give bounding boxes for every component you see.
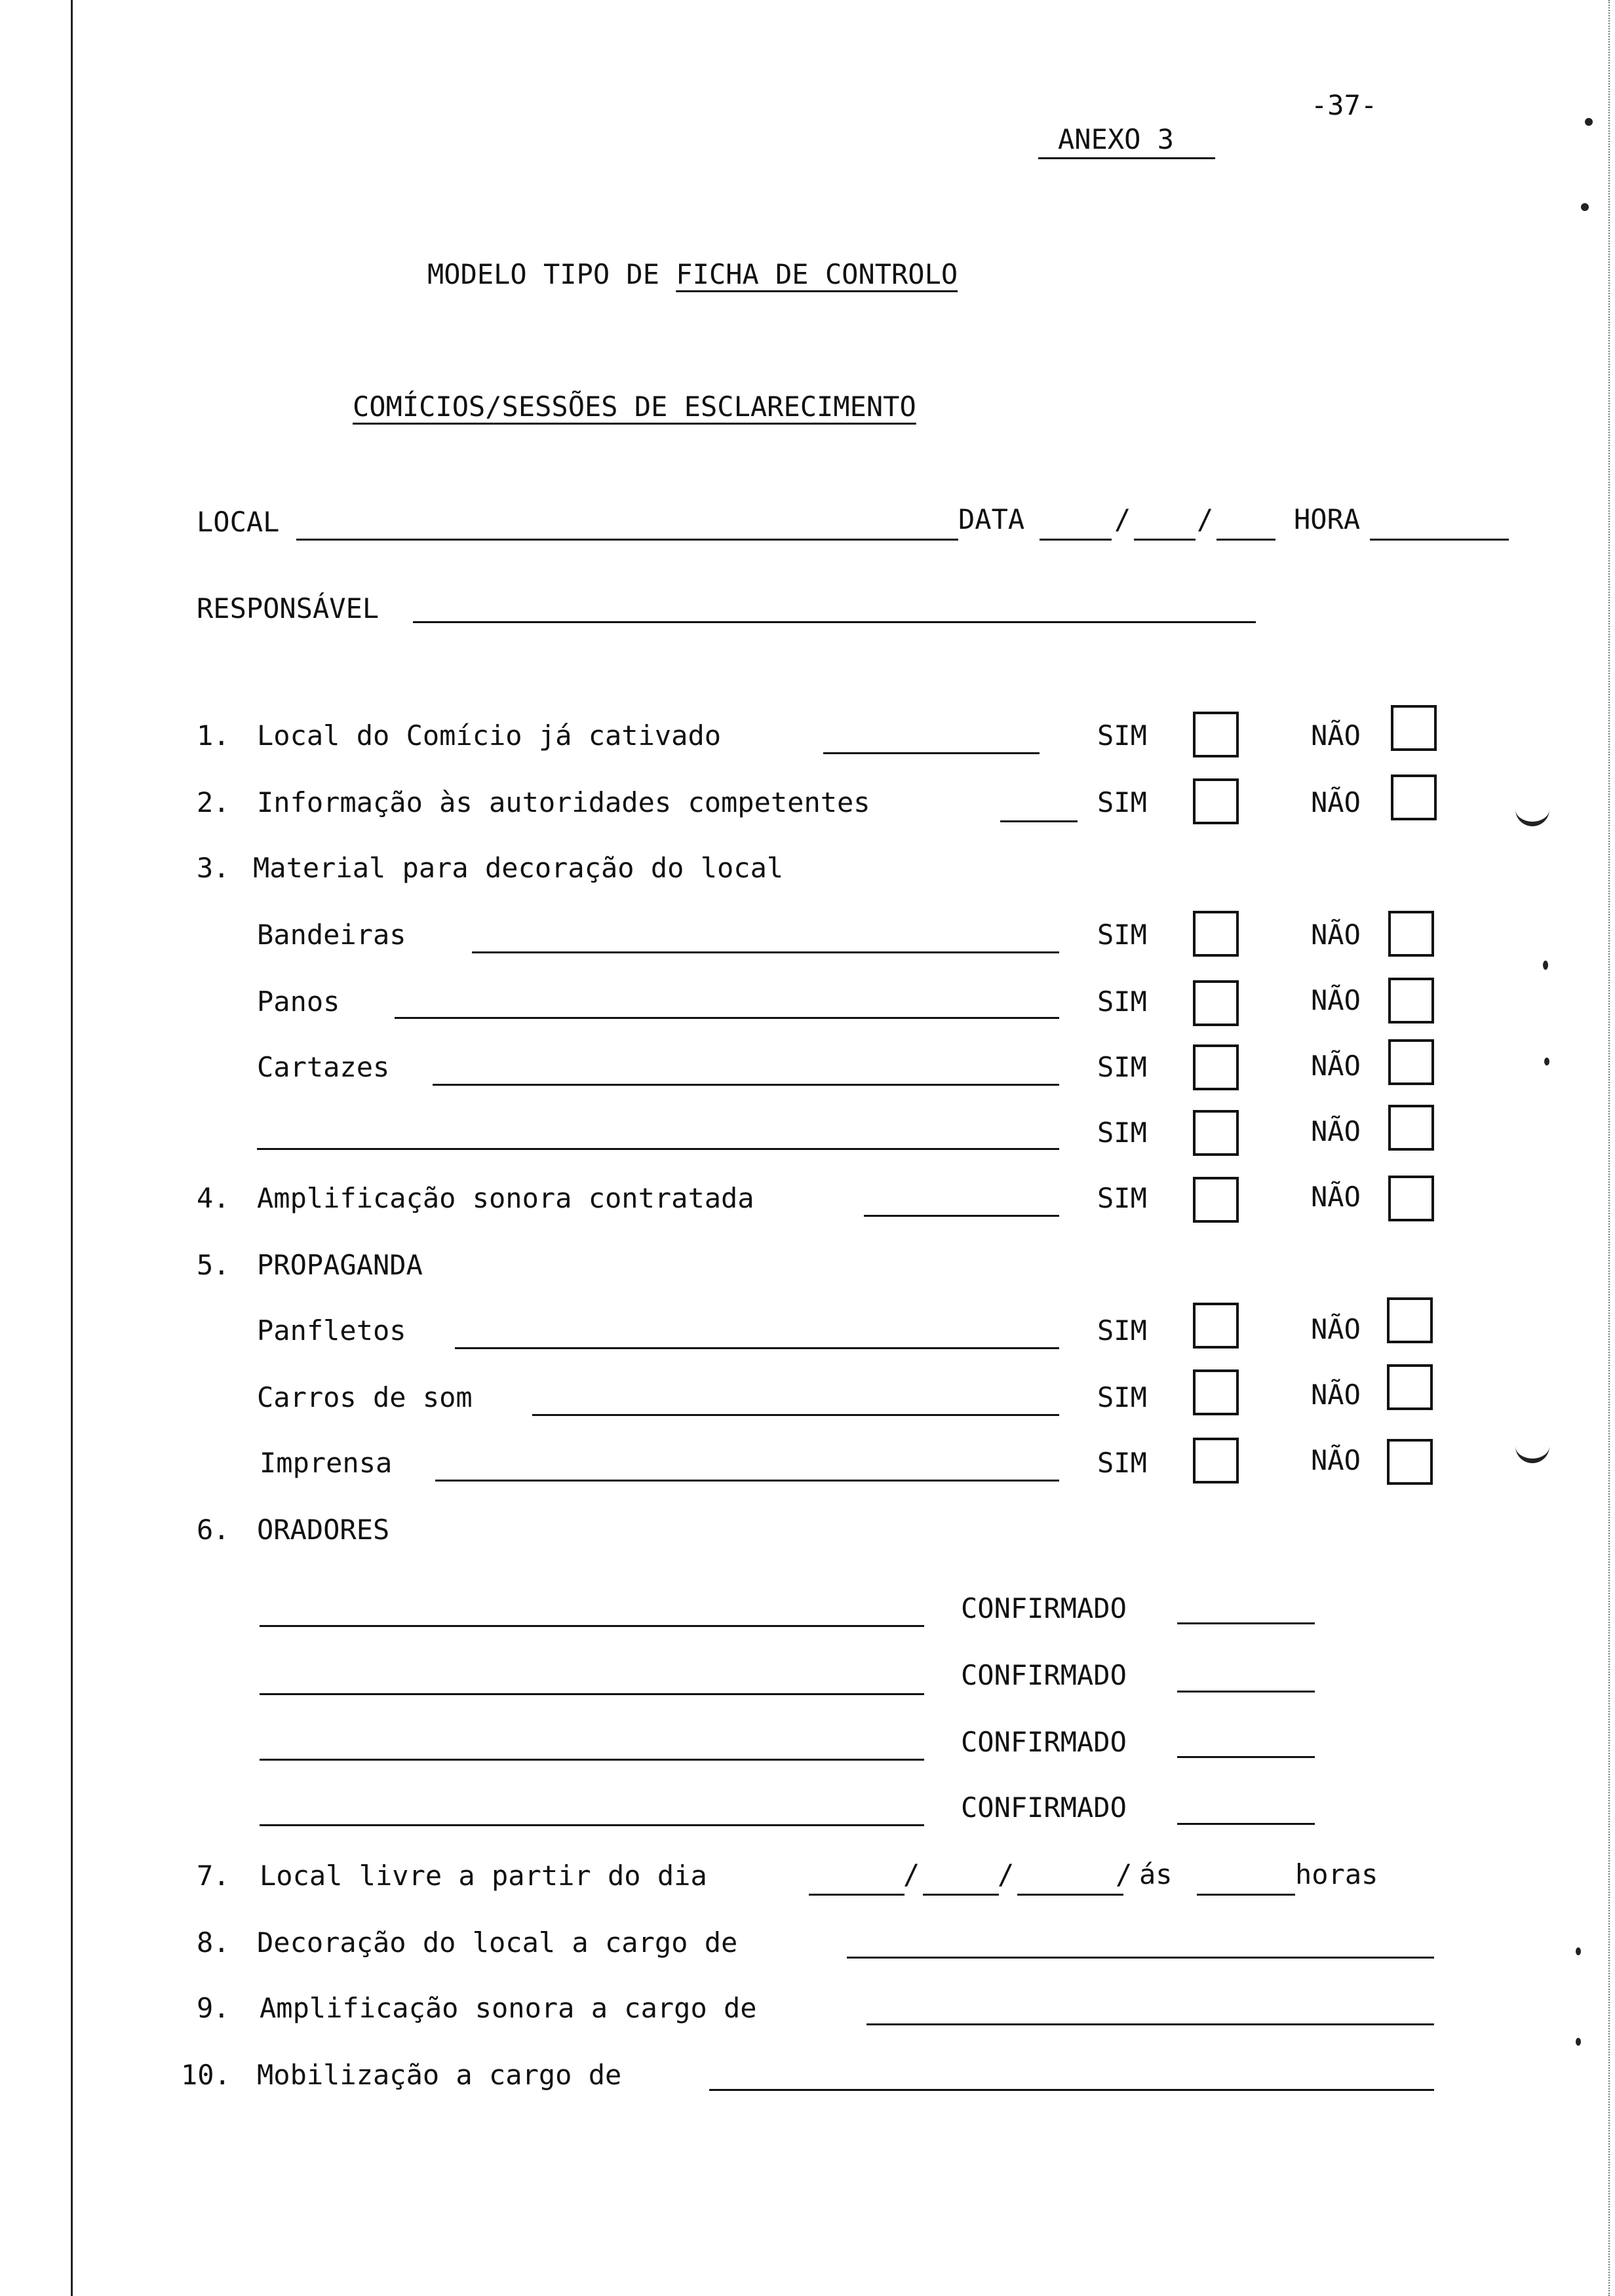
no-label: NÃO bbox=[1311, 1379, 1361, 1411]
as-label: ás bbox=[1139, 1858, 1173, 1890]
scan-mark-curl bbox=[1515, 1435, 1549, 1463]
yes-checkbox[interactable] bbox=[1193, 1044, 1239, 1090]
free-date-month-field[interactable] bbox=[923, 1894, 999, 1896]
yes-label: SIM bbox=[1097, 1182, 1147, 1214]
sub-item-label: Bandeiras bbox=[257, 919, 406, 951]
item-number: 9. bbox=[197, 1992, 230, 2024]
confirmado-field[interactable] bbox=[1177, 1756, 1315, 1758]
no-label: NÃO bbox=[1311, 1444, 1361, 1476]
item-line[interactable] bbox=[709, 2089, 1434, 2091]
no-checkbox[interactable] bbox=[1387, 1297, 1433, 1343]
item-number: 8. bbox=[197, 1926, 230, 1959]
date-separator: / bbox=[903, 1858, 920, 1890]
yes-checkbox[interactable] bbox=[1193, 911, 1239, 957]
item-label: Material para decoração do local bbox=[253, 852, 784, 884]
item-label: Informação às autoridades competentes bbox=[257, 786, 870, 818]
yes-checkbox[interactable] bbox=[1193, 1369, 1239, 1415]
item-number: 5. bbox=[197, 1249, 230, 1281]
no-checkbox[interactable] bbox=[1388, 978, 1434, 1024]
page-number: -37- bbox=[1311, 89, 1378, 121]
item-number: 3. bbox=[197, 852, 230, 884]
sub-item-line-blank[interactable] bbox=[257, 1148, 1059, 1150]
yes-label: SIM bbox=[1097, 719, 1147, 752]
scan-mark bbox=[1576, 2038, 1581, 2046]
orador-line[interactable] bbox=[260, 1824, 924, 1826]
yes-label: SIM bbox=[1097, 1381, 1147, 1413]
no-checkbox[interactable] bbox=[1388, 1176, 1434, 1221]
confirmado-field[interactable] bbox=[1177, 1622, 1315, 1624]
no-checkbox[interactable] bbox=[1387, 1364, 1433, 1410]
item-line[interactable] bbox=[1000, 820, 1078, 822]
no-label: NÃO bbox=[1311, 984, 1361, 1016]
no-checkbox[interactable] bbox=[1388, 1105, 1434, 1151]
no-label: NÃO bbox=[1311, 1313, 1361, 1345]
scan-mark bbox=[1585, 118, 1593, 126]
item-label: Decoração do local a cargo de bbox=[257, 1926, 738, 1959]
date-day-field[interactable] bbox=[1040, 539, 1112, 541]
no-checkbox[interactable] bbox=[1391, 775, 1437, 820]
no-checkbox[interactable] bbox=[1391, 705, 1437, 751]
item-label: ORADORES bbox=[257, 1514, 390, 1546]
sub-item-label: Panos bbox=[257, 985, 340, 1018]
yes-label: SIM bbox=[1097, 985, 1147, 1018]
right-margin-rule bbox=[1608, 0, 1610, 2296]
yes-label: SIM bbox=[1097, 1051, 1147, 1083]
confirmado-field[interactable] bbox=[1177, 1691, 1315, 1693]
sub-item-line[interactable] bbox=[395, 1017, 1059, 1019]
item-line[interactable] bbox=[866, 2023, 1434, 2025]
left-margin-rule bbox=[71, 0, 73, 2296]
hora-field[interactable] bbox=[1370, 539, 1509, 541]
yes-label: SIM bbox=[1097, 1314, 1147, 1347]
local-field[interactable] bbox=[296, 539, 958, 541]
orador-line[interactable] bbox=[260, 1625, 924, 1627]
yes-label: SIM bbox=[1097, 919, 1147, 951]
hora-label: HORA bbox=[1294, 503, 1361, 535]
sub-item-line[interactable] bbox=[433, 1084, 1059, 1086]
item-label: Local do Comício já cativado bbox=[257, 719, 722, 752]
yes-label: SIM bbox=[1097, 1117, 1147, 1149]
yes-checkbox[interactable] bbox=[1193, 980, 1239, 1026]
annex-label: ANEXO 3 bbox=[1058, 123, 1175, 155]
orador-line[interactable] bbox=[260, 1759, 924, 1761]
confirmado-label: CONFIRMADO bbox=[961, 1592, 1127, 1624]
responsavel-field[interactable] bbox=[413, 621, 1256, 623]
date-separator: / bbox=[1197, 503, 1214, 535]
item-number: 10. bbox=[181, 2059, 231, 2091]
free-time-field[interactable] bbox=[1197, 1894, 1295, 1896]
item-label: Amplificação sonora contratada bbox=[257, 1182, 754, 1214]
confirmado-label: CONFIRMADO bbox=[961, 1726, 1127, 1758]
date-year-field[interactable] bbox=[1216, 539, 1275, 541]
item-line[interactable] bbox=[823, 752, 1040, 754]
item-number: 6. bbox=[197, 1514, 230, 1546]
responsavel-label: RESPONSÁVEL bbox=[197, 592, 379, 624]
free-date-year-field[interactable] bbox=[1017, 1894, 1123, 1896]
sub-item-label: Imprensa bbox=[260, 1447, 393, 1479]
annex-underline bbox=[1038, 157, 1215, 159]
sub-item-line[interactable] bbox=[532, 1414, 1059, 1416]
yes-label: SIM bbox=[1097, 786, 1147, 818]
scan-mark bbox=[1576, 1947, 1581, 1955]
item-label: Mobilização a cargo de bbox=[257, 2059, 622, 2091]
date-separator: / bbox=[998, 1858, 1015, 1890]
yes-checkbox[interactable] bbox=[1193, 1110, 1239, 1156]
sub-item-line[interactable] bbox=[435, 1480, 1059, 1482]
sub-item-label: Carros de som bbox=[257, 1381, 473, 1413]
item-number: 4. bbox=[197, 1182, 230, 1214]
no-label: NÃO bbox=[1311, 719, 1361, 752]
item-number: 7. bbox=[197, 1860, 230, 1892]
free-date-day-field[interactable] bbox=[809, 1894, 905, 1896]
subtitle: COMÍCIOS/SESSÕES DE ESCLARECIMENTO bbox=[353, 391, 916, 423]
confirmado-field[interactable] bbox=[1177, 1823, 1315, 1825]
confirmado-label: CONFIRMADO bbox=[961, 1791, 1127, 1824]
item-label: Amplificação sonora a cargo de bbox=[260, 1992, 757, 2024]
sub-item-label: Panfletos bbox=[257, 1314, 406, 1347]
yes-checkbox[interactable] bbox=[1193, 778, 1239, 824]
date-month-field[interactable] bbox=[1134, 539, 1196, 541]
sub-item-line[interactable] bbox=[472, 951, 1059, 953]
scan-mark bbox=[1544, 1058, 1549, 1065]
no-label: NÃO bbox=[1311, 1115, 1361, 1147]
sub-item-label: Cartazes bbox=[257, 1051, 390, 1083]
page-title bbox=[427, 258, 958, 290]
confirmado-label: CONFIRMADO bbox=[961, 1659, 1127, 1691]
local-label: LOCAL bbox=[197, 506, 280, 538]
date-separator: / bbox=[1116, 1858, 1133, 1890]
item-label: PROPAGANDA bbox=[257, 1249, 423, 1281]
item-number: 1. bbox=[197, 719, 230, 752]
orador-line[interactable] bbox=[260, 1693, 924, 1695]
item-line[interactable] bbox=[847, 1957, 1434, 1959]
yes-checkbox[interactable] bbox=[1193, 1177, 1239, 1223]
scan-mark-curl bbox=[1515, 798, 1549, 826]
sub-item-line[interactable] bbox=[455, 1347, 1059, 1349]
scan-mark bbox=[1543, 961, 1548, 970]
item-line[interactable] bbox=[864, 1215, 1059, 1217]
yes-checkbox[interactable] bbox=[1193, 712, 1239, 757]
data-label: DATA bbox=[958, 503, 1025, 535]
no-label: NÃO bbox=[1311, 1050, 1361, 1082]
horas-label: horas bbox=[1295, 1858, 1378, 1890]
scan-mark bbox=[1581, 203, 1589, 211]
yes-checkbox[interactable] bbox=[1193, 1438, 1239, 1483]
date-separator: / bbox=[1114, 503, 1131, 535]
title-prefix: MODELO TIPO DE bbox=[427, 258, 676, 290]
no-label: NÃO bbox=[1311, 786, 1361, 818]
yes-checkbox[interactable] bbox=[1193, 1303, 1239, 1349]
item-number: 2. bbox=[197, 786, 230, 818]
no-checkbox[interactable] bbox=[1388, 1039, 1434, 1085]
no-checkbox[interactable] bbox=[1387, 1439, 1433, 1485]
title-underlined: FICHA DE CONTROLO bbox=[676, 258, 958, 290]
yes-label: SIM bbox=[1097, 1447, 1147, 1479]
no-label: NÃO bbox=[1311, 1181, 1361, 1213]
item-label: Local livre a partir do dia bbox=[260, 1860, 707, 1892]
no-label: NÃO bbox=[1311, 919, 1361, 951]
no-checkbox[interactable] bbox=[1388, 911, 1434, 957]
